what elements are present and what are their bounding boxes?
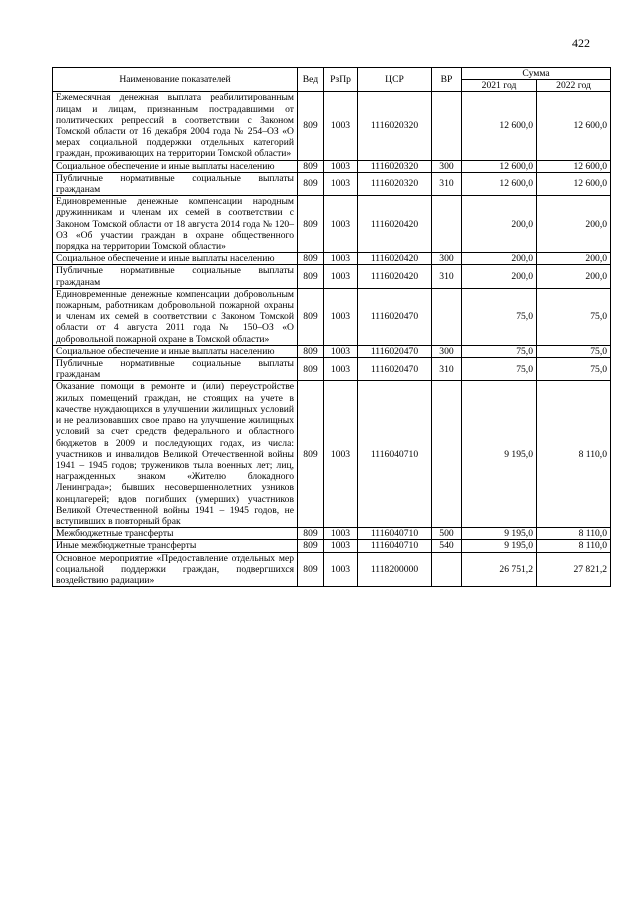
header-year-2022: 2022 год <box>537 80 611 92</box>
table-row <box>53 540 611 552</box>
cell-sum-2022: 75,0 <box>537 288 611 345</box>
header-sum: Сумма <box>462 68 611 80</box>
table-row <box>53 265 611 288</box>
cell-ved: 809 <box>298 381 324 528</box>
table-row <box>53 528 611 540</box>
cell-csr: 1116040710 <box>358 381 432 528</box>
header-vr: ВР <box>432 68 462 92</box>
cell-ved: 809 <box>298 540 324 552</box>
cell-name: Оказание помощи в ремонте и (или) переустройстве жилых помещений граждан, не стоящих на учете в качестве нуждающихся в улучшении жилищных условий и не реализовавших свое право на улучшение жилищных условий за счет средств федерального и областного бюджетов в 2009 и последующих годах, из числа: участников и инвалидов Великой Отечественной войны 1941 – 1945 годов; тружеников тыла военных лет; лиц, награжденных знаком «Жителю блокадного Ленинграда»; бывших несовершеннолетних узников концлагерей; вдов погибших (умерших) участников Великой Отечественной войны 1941 – 1945 годов, не вступивших в повторный брак <box>53 381 298 528</box>
cell-vr <box>432 288 462 345</box>
table-row <box>53 288 611 345</box>
cell-rzpr: 1003 <box>324 196 358 253</box>
cell-sum-2022: 75,0 <box>537 358 611 381</box>
cell-csr: 1116020320 <box>358 160 432 172</box>
cell-sum-2022: 75,0 <box>537 345 611 357</box>
cell-name: Иные межбюджетные трансферты <box>53 540 298 552</box>
table-row <box>53 160 611 172</box>
cell-sum-2022: 12 600,0 <box>537 160 611 172</box>
cell-csr: 1116020420 <box>358 253 432 265</box>
cell-vr <box>432 381 462 528</box>
table-row <box>53 253 611 265</box>
cell-sum-2021: 200,0 <box>462 265 537 288</box>
cell-sum-2022: 200,0 <box>537 265 611 288</box>
cell-name: Основное мероприятие «Предоставление отдельных мер социальной поддержки граждан, подвергшихся воздействию радиации» <box>53 552 298 587</box>
cell-vr: 310 <box>432 265 462 288</box>
cell-sum-2022: 27 821,2 <box>537 552 611 587</box>
cell-name: Публичные нормативные социальные выплаты гражданам <box>53 265 298 288</box>
cell-name: Межбюджетные трансферты <box>53 528 298 540</box>
cell-csr: 1116020470 <box>358 358 432 381</box>
cell-csr: 1118200000 <box>358 552 432 587</box>
cell-csr: 1116020470 <box>358 288 432 345</box>
header-rzpr: РзПр <box>324 68 358 92</box>
cell-sum-2021: 200,0 <box>462 196 537 253</box>
cell-sum-2022: 200,0 <box>537 253 611 265</box>
cell-rzpr: 1003 <box>324 381 358 528</box>
cell-rzpr: 1003 <box>324 345 358 357</box>
cell-sum-2021: 75,0 <box>462 345 537 357</box>
cell-ved: 809 <box>298 552 324 587</box>
cell-sum-2021: 9 195,0 <box>462 528 537 540</box>
cell-ved: 809 <box>298 253 324 265</box>
cell-sum-2021: 9 195,0 <box>462 381 537 528</box>
cell-ved: 809 <box>298 196 324 253</box>
cell-vr: 310 <box>432 358 462 381</box>
table-row <box>53 358 611 381</box>
cell-rzpr: 1003 <box>324 253 358 265</box>
cell-rzpr: 1003 <box>324 160 358 172</box>
table-row <box>53 172 611 195</box>
cell-csr: 1116020320 <box>358 92 432 160</box>
table-row <box>53 92 611 160</box>
cell-rzpr: 1003 <box>324 172 358 195</box>
cell-sum-2022: 200,0 <box>537 196 611 253</box>
table-row <box>53 381 611 528</box>
cell-sum-2021: 12 600,0 <box>462 172 537 195</box>
header-ved: Вед <box>298 68 324 92</box>
cell-name: Публичные нормативные социальные выплаты гражданам <box>53 172 298 195</box>
cell-name: Публичные нормативные социальные выплаты гражданам <box>53 358 298 381</box>
cell-csr: 1116020420 <box>358 196 432 253</box>
table-body <box>53 92 611 587</box>
cell-vr <box>432 92 462 160</box>
cell-ved: 809 <box>298 172 324 195</box>
cell-ved: 809 <box>298 345 324 357</box>
cell-ved: 809 <box>298 288 324 345</box>
header-csr: ЦСР <box>358 68 432 92</box>
cell-rzpr: 1003 <box>324 265 358 288</box>
table-row <box>53 345 611 357</box>
header-name: Наименование показателей <box>53 68 298 92</box>
cell-name: Единовременные денежные компенсации народным дружинникам и членам их семей в соответствии с Законом Томской области от 18 августа 2014 года № 120–ОЗ «Об участии граждан в охране общественного порядка на территории Томской области» <box>53 196 298 253</box>
page-number: 422 <box>572 36 590 50</box>
cell-rzpr: 1003 <box>324 92 358 160</box>
table-row <box>53 552 611 587</box>
cell-ved: 809 <box>298 92 324 160</box>
cell-csr: 1116020320 <box>358 172 432 195</box>
cell-name: Единовременные денежные компенсации добровольным пожарным, работникам добровольной пожарной охраны и членам их семей в соответствии с Законом Томской области от 4 августа 2011 года № 150–ОЗ «О добровольной пожарной охране в Томской области» <box>53 288 298 345</box>
cell-ved: 809 <box>298 528 324 540</box>
cell-rzpr: 1003 <box>324 528 358 540</box>
cell-csr: 1116020470 <box>358 345 432 357</box>
cell-sum-2021: 26 751,2 <box>462 552 537 587</box>
cell-vr <box>432 552 462 587</box>
cell-csr: 1116020420 <box>358 265 432 288</box>
header-year-2021: 2021 год <box>462 80 537 92</box>
cell-ved: 809 <box>298 358 324 381</box>
cell-sum-2021: 75,0 <box>462 358 537 381</box>
cell-ved: 809 <box>298 265 324 288</box>
cell-csr: 1116040710 <box>358 540 432 552</box>
cell-sum-2022: 12 600,0 <box>537 92 611 160</box>
cell-vr: 300 <box>432 253 462 265</box>
cell-sum-2021: 75,0 <box>462 288 537 345</box>
table-header <box>53 68 611 92</box>
cell-vr: 540 <box>432 540 462 552</box>
cell-csr: 1116040710 <box>358 528 432 540</box>
cell-rzpr: 1003 <box>324 358 358 381</box>
cell-sum-2021: 12 600,0 <box>462 160 537 172</box>
cell-rzpr: 1003 <box>324 288 358 345</box>
cell-vr: 300 <box>432 160 462 172</box>
cell-name: Социальное обеспечение и иные выплаты населению <box>53 160 298 172</box>
cell-name: Ежемесячная денежная выплата реабилитированным лицам и лицам, признанным пострадавшими от политических репрессий в соответствии с Законом Томской области от 16 декабря 2004 года № 254–ОЗ «О мерах социальной поддержки отдельных категорий граждан, проживающих на территории Томской области» <box>53 92 298 160</box>
cell-sum-2022: 8 110,0 <box>537 381 611 528</box>
budget-table <box>52 67 611 587</box>
cell-sum-2022: 8 110,0 <box>537 540 611 552</box>
cell-name: Социальное обеспечение и иные выплаты населению <box>53 253 298 265</box>
cell-sum-2021: 9 195,0 <box>462 540 537 552</box>
cell-sum-2021: 12 600,0 <box>462 92 537 160</box>
cell-vr: 300 <box>432 345 462 357</box>
cell-sum-2021: 200,0 <box>462 253 537 265</box>
cell-vr: 500 <box>432 528 462 540</box>
cell-vr: 310 <box>432 172 462 195</box>
cell-rzpr: 1003 <box>324 540 358 552</box>
table-row <box>53 196 611 253</box>
cell-vr <box>432 196 462 253</box>
cell-ved: 809 <box>298 160 324 172</box>
cell-sum-2022: 8 110,0 <box>537 528 611 540</box>
cell-sum-2022: 12 600,0 <box>537 172 611 195</box>
cell-rzpr: 1003 <box>324 552 358 587</box>
cell-name: Социальное обеспечение и иные выплаты населению <box>53 345 298 357</box>
